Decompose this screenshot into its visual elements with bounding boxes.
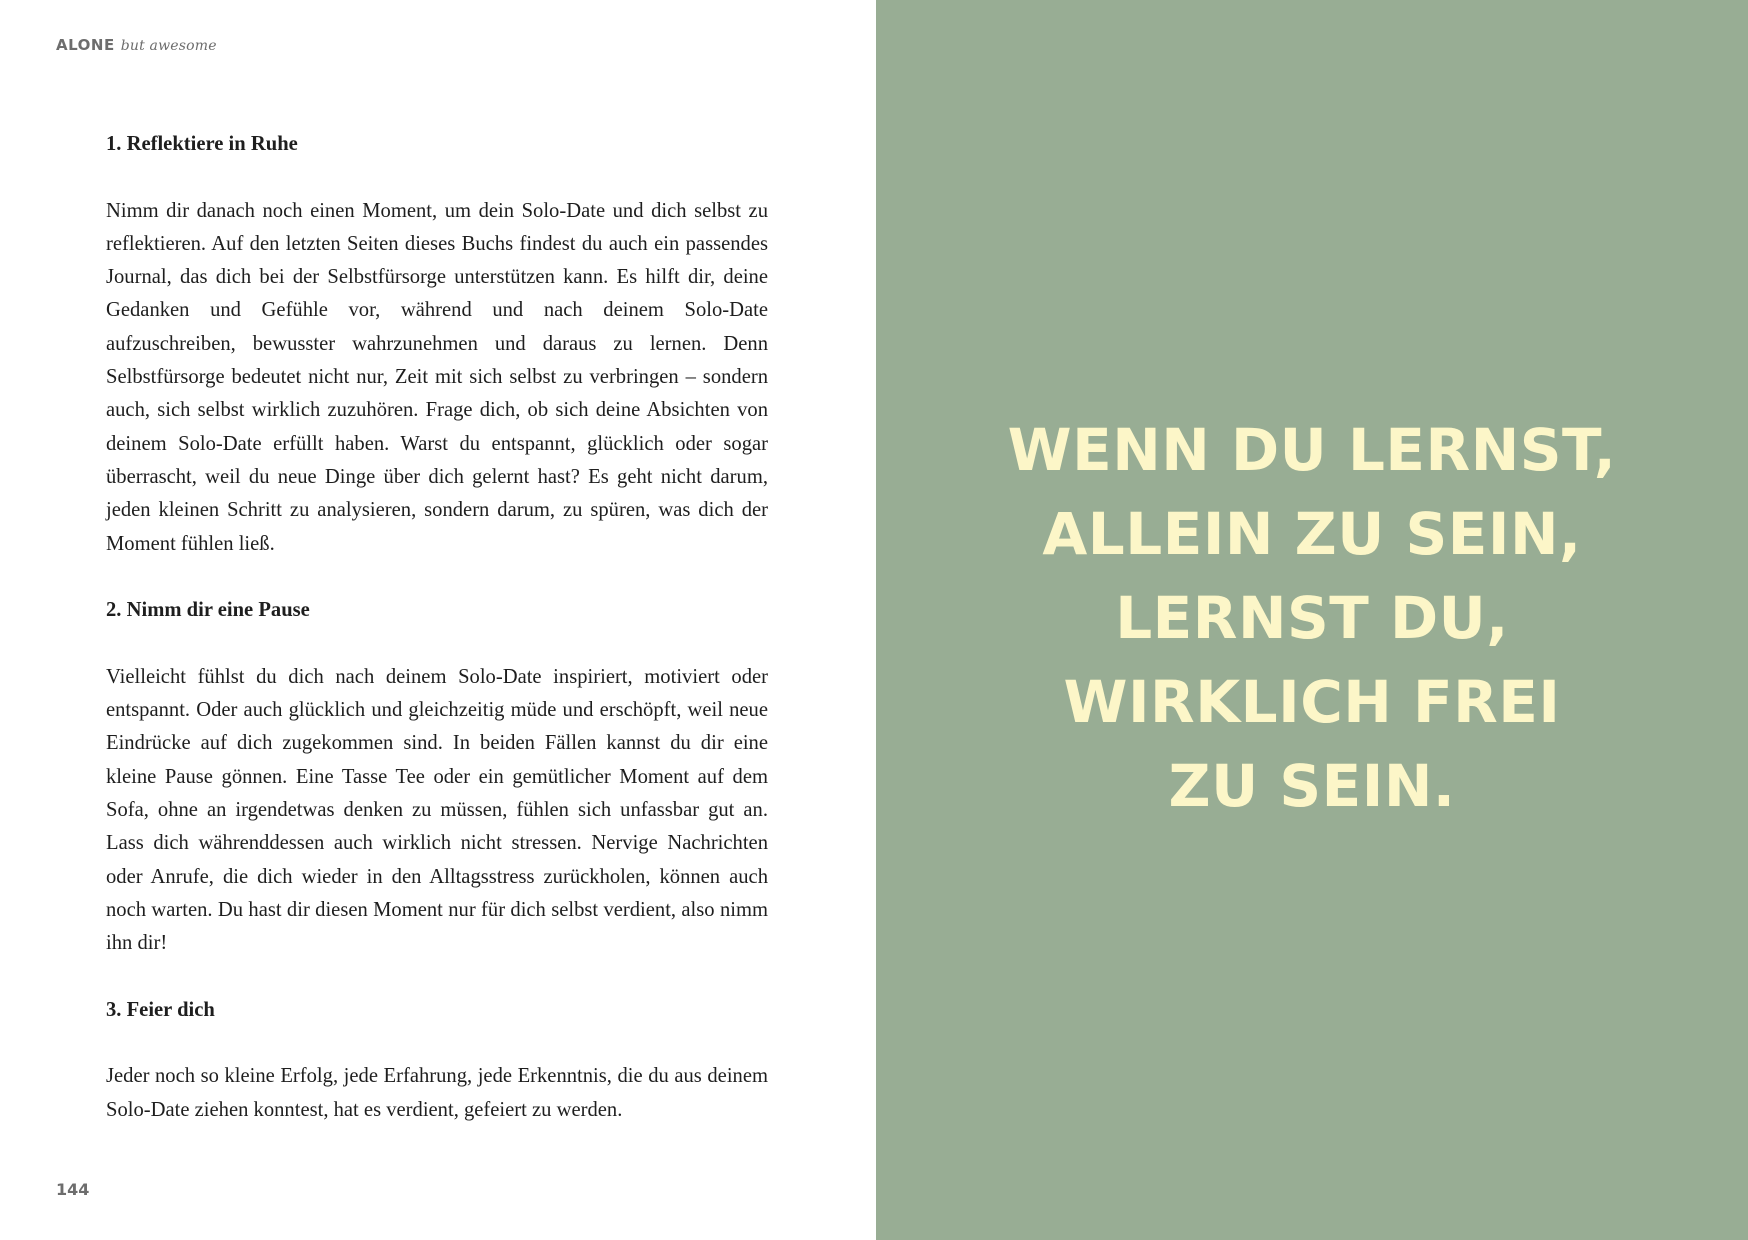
section-heading-reflect: 1. Reflektiere in Ruhe [106, 133, 298, 155]
quote [1008, 408, 1617, 828]
running-head [56, 36, 217, 54]
section-text-reflect: Nimm dir danach noch einen Moment, um dein Solo-Date und dich selbst zu reflektieren. Auf den letzten Seiten dieses Buchs findest du auch ein passendes Journal, das dich bei der Selbstfürsorge unterstützen kann. Es hilft dir, deine Gedanken und Gefühle vor, während und nach deinem Solo-Date aufzuschreiben, bewusster wahrzunehmen und daraus zu lernen. Denn Selbstfürsorge bedeutet nicht nur, Zeit mit sich selbst zu verbringen – sondern auch, sich selbst wirklich zuzuhören. Frage dich, ob sich deine Absichten von deinem Solo-Date erfüllt haben. Warst du entspannt, glücklich oder sogar überrascht, weil du neue Dinge über dich gelernt hast? Es geht nicht darum, jeden kleinen Schritt zu analysieren, sondern darum, zu spüren, was dich der Moment fühlen ließ. [106, 199, 768, 555]
quote-line: WENN DU LERNST, [1007, 416, 1617, 484]
quote-line: ZU SEIN. [1168, 752, 1456, 820]
running-head-title: ALONE [56, 36, 115, 54]
section-text-pause: Vielleicht fühlst du dich nach deinem Solo-Date inspiriert, motiviert oder entspannt. Oder auch glücklich und gleichzeitig müde und erschöpft, weil neue Eindrücke auf dich zugekommen sind. In beiden Fällen kannst du dir eine kleine Pause gönnen. Eine Tasse Tee oder ein gemütlicher Moment auf dem Sofa, ohne an irgendetwas denken zu müssen, fühlen sich unfassbar gut an. Lass dich währenddessen auch wirklich nicht stressen. Nervige Nachrichten oder Anrufe, die dich wieder in den Alltagsstress zurückholen, können auch noch warten. Du hast dir diesen Moment nur für dich selbst verdient, also nimm ihn dir! [106, 665, 768, 955]
quote-line: LERNST DU, [1115, 584, 1509, 652]
quote-panel [876, 0, 1748, 1240]
running-head-subtitle: but awesome [120, 38, 217, 54]
quote-line: ALLEIN ZU SEIN, [1042, 500, 1582, 568]
section-text-celebrate: Jeder noch so kleine Erfolg, jede Erfahrung, jede Erkenntnis, die du aus deinem Solo-Date ziehen konntest, hat es verdient, gefeiert zu werden. [106, 1065, 768, 1121]
section-heading-pause: 2. Nimm dir eine Pause [106, 599, 310, 622]
body-text [106, 128, 768, 1127]
section-heading-celebrate: 3. Feier dich [106, 998, 215, 1021]
quote-line: WIRKLICH FREI [1063, 668, 1561, 736]
page-number: 144 [56, 1180, 90, 1199]
